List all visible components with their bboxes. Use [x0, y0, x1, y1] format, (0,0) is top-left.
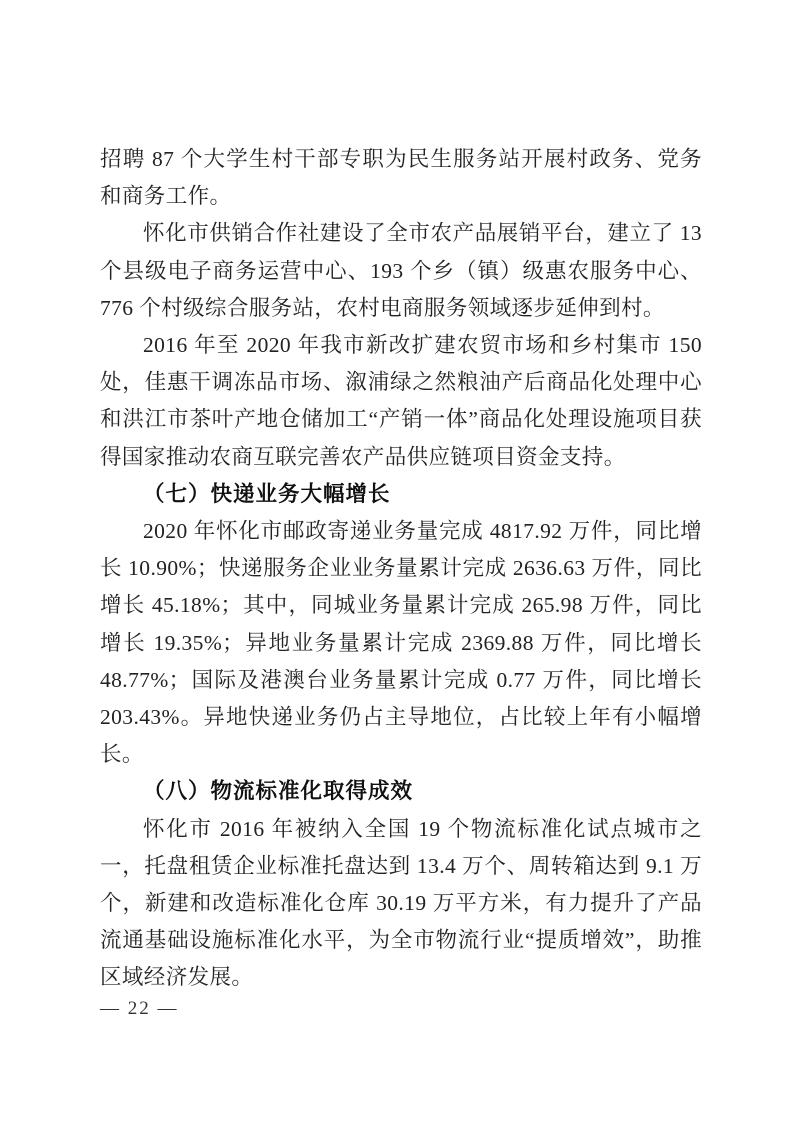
paragraph-supply-cooperative: 怀化市供销合作社建设了全市农产品展销平台，建立了 13 个县级电子商务运营中心、193 个乡（镇）级惠农服务中心、776 个村级综合服务站，农村电商服务领域逐步延伸到村。: [100, 221, 702, 320]
section-heading-7-express-growth: （七）快递业务大幅增长: [143, 481, 391, 506]
document-body: [100, 141, 702, 997]
paragraph-express-statistics: 2020 年怀化市邮政寄递业务量完成 4817.92 万件，同比增长 10.90%；快递服务企业业务量累计完成 2636.63 万件，同比增长 45.18%；其中，同城业务量累计完成 265.98 万件，同比增长 19.35%；异地业务量累计完成 2369.88 万件，同比增长 48.77%；国际及港澳台业务量累计完成 0.77 万件，同比增长 203.43%。异地快递业务仍占主导地位，占比较上年有小幅增长。: [100, 519, 702, 767]
paragraph-standardization-results: 怀化市 2016 年被纳入全国 19 个物流标准化试点城市之一，托盘租赁企业标准托盘达到 13.4 万个、周转箱达到 9.1 万个，新建和改造标准化仓库 30.19 万平方米，有力提升了产品流通基础设施标准化水平，为全市物流行业“提质增效”，助推区域经济发展。: [100, 816, 702, 990]
section-heading-8-logistics-standardization: （八）物流标准化取得成效: [143, 779, 414, 804]
paragraph-village-officials: 招聘 87 个大学生村干部专职为民生服务站开展村政务、党务和商务工作。: [100, 147, 702, 209]
page-number: — 22 —: [100, 998, 179, 1019]
paragraph-market-construction: 2016 年至 2020 年我市新改扩建农贸市场和乡村集市 150 处，佳惠干调冻品市场、溆浦绿之然粮油产后商品化处理中心和洪江市茶叶产地仓储加工“产销一体”商品化处理设施项目获得国家推动农商互联完善农产品供应链项目资金支持。: [100, 333, 702, 469]
